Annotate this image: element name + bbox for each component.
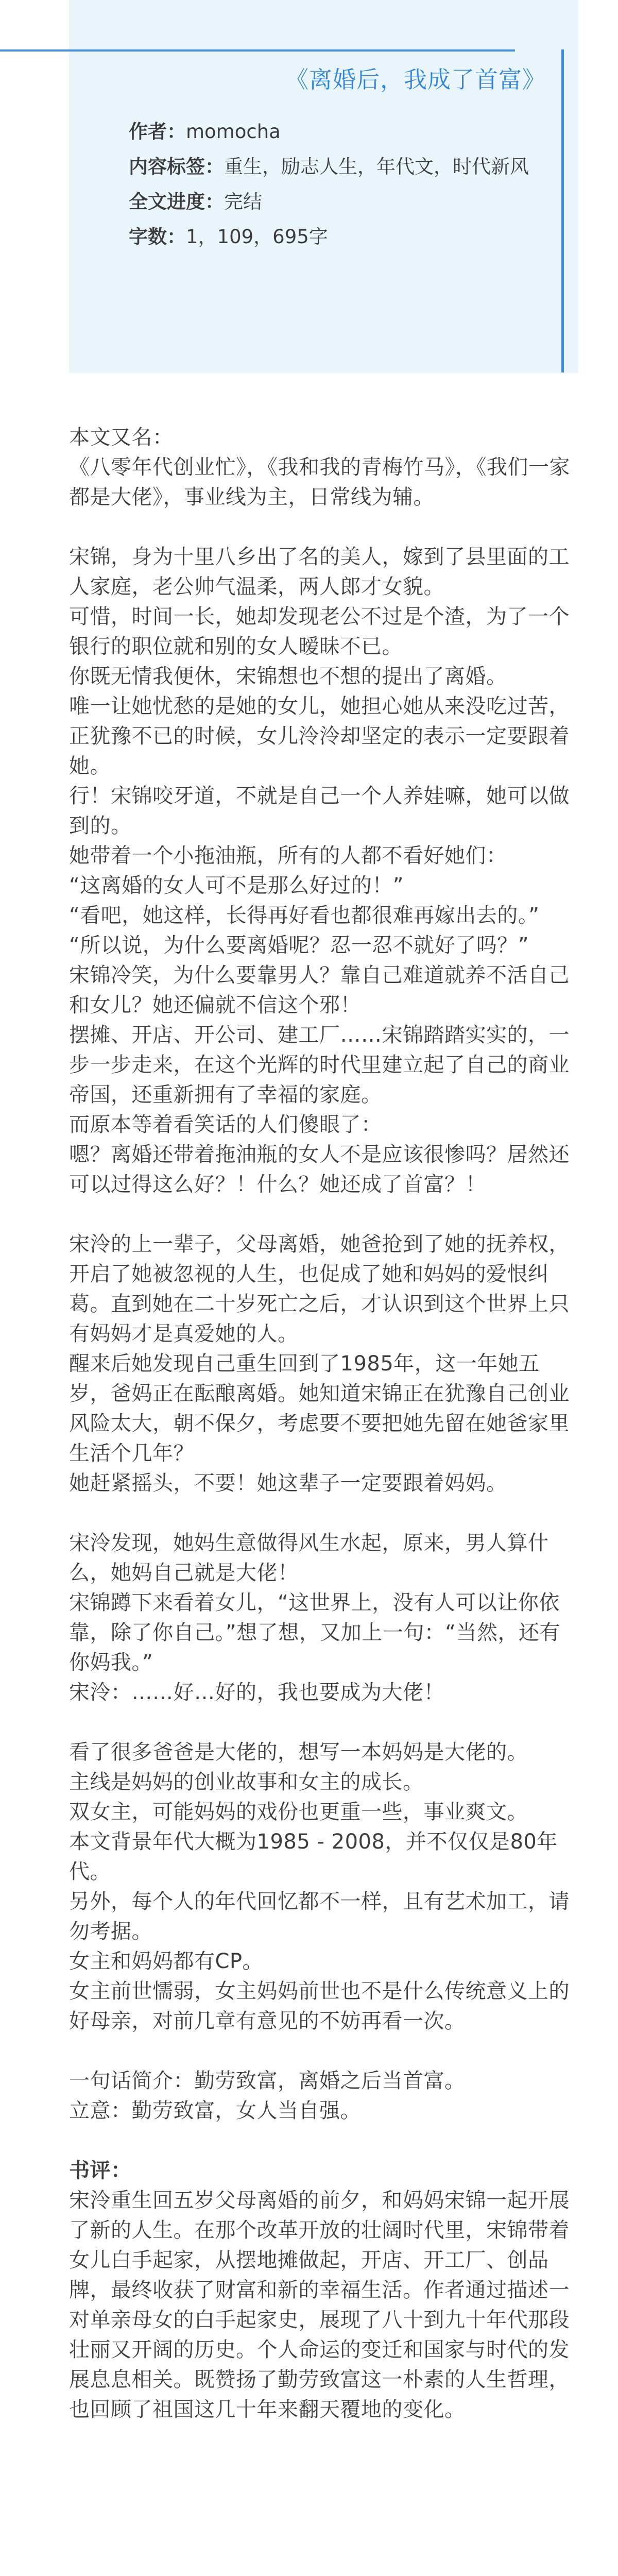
card-decor-line-top — [0, 49, 515, 52]
paragraph: 女主和妈妈都有CP。 — [69, 1950, 264, 1973]
paragraph: 另外，每个人的年代回忆都不一样，且有艺术加工，请勿考据。 — [69, 1890, 570, 1943]
paragraph: 她赶紧摇头，不要！她这辈子一定要跟着妈妈。 — [69, 1471, 507, 1495]
paragraph: 摆摊、开店、开公司、建工厂……宋锦踏踏实实的，一步一步走来，在这个光辉的时代里建立起了自己的商业帝国，还重新拥有了幸福的家庭。 — [69, 1023, 570, 1107]
book-meta — [129, 114, 561, 255]
meta-value: momocha — [186, 121, 281, 143]
paragraph: “看吧，她这样，长得再好看也都很难再嫁出去的。” — [69, 904, 540, 927]
paragraph: 双女主，可能妈妈的戏份也更重一些，事业爽文。 — [69, 1800, 528, 1824]
meta-row-author — [129, 114, 561, 149]
paragraph: “这离婚的女人可不是那么好过的！” — [69, 874, 404, 897]
paragraph: “所以说，为什么要离婚呢？忍一忍不就好了吗？” — [69, 934, 529, 957]
paragraph: 宋泠：……好…好的，我也要成为大佬！ — [69, 1681, 444, 1704]
meta-row-wordcount — [129, 219, 561, 255]
paragraph: 主线是妈妈的创业故事和女主的成长。 — [69, 1770, 424, 1794]
paragraph: 可惜，时间一长，她却发现老公不过是个渣，为了一个银行的职位就和别的女人暧昧不已。 — [69, 605, 570, 658]
meta-value: 完结 — [224, 191, 262, 213]
paragraph: 立意：勤劳致富，女人当自强。 — [69, 2099, 361, 2123]
paragraph: 唯一让她忧愁的是她的女儿，她担心她从来没吃过苦，正犹豫不已的时候，女儿泠泠却坚定的表示一定要跟着她。 — [69, 694, 570, 778]
article-body — [69, 422, 572, 2425]
paragraph: 宋锦，身为十里八乡出了名的美人，嫁到了县里面的工人家庭，老公帅气温柔，两人郎才女貌。 — [69, 545, 570, 599]
meta-value: 1，109，695字 — [186, 226, 328, 248]
paragraph: 一句话简介：勤劳致富，离婚之后当首富。 — [69, 2069, 466, 2093]
paragraph: 行！宋锦咬牙道，不就是自己一个人养娃嘛，她可以做到的。 — [69, 784, 570, 838]
book-title: 《离婚后，我成了首富》 — [285, 66, 546, 93]
paragraph: 《八零年代创业忙》，《我和我的青梅竹马》，《我们一家都是大佬》，事业线为主，日常线为辅。 — [69, 455, 570, 509]
paragraph: 她带着一个小拖油瓶，所有的人都不看好她们： — [69, 844, 507, 868]
paragraph: 本文背景年代大概为1985 - 2008，并不仅仅是80年代。 — [69, 1830, 558, 1884]
meta-key: 内容标签： — [129, 156, 224, 178]
paragraph: 女主前世懦弱，女主妈妈前世也不是什么传统意义上的好母亲，对前几章有意见的不妨再看一次。 — [69, 1979, 570, 2033]
paragraph: 你既无情我便休，宋锦想也不想的提出了离婚。 — [69, 665, 507, 688]
review-heading: 书评： — [69, 2159, 132, 2182]
paragraph: 宋锦冷笑，为什么要靠男人？靠自己难道就养不活自己和女儿？她还偏就不信这个邪！ — [69, 963, 570, 1017]
paragraph: 宋锦蹲下来看着女儿，“这世界上，没有人可以让你依靠，除了你自己。”想了想，又加上一句：“当然，还有你妈我。” — [69, 1591, 560, 1674]
paragraph: 宋泠的上一辈子，父母离婚，她爸抢到了她的抚养权，开启了她被忽视的人生，也促成了她和妈妈的爱恨纠葛。直到她在二十岁死亡之后，才认识到这个世界上只有妈妈才是真爱她的人。 — [69, 1232, 570, 1346]
paragraph: 嗯？离婚还带着拖油瓶的女人不是应该很惨吗？居然还可以过得这么好？！什么？她还成了首富？！ — [69, 1143, 570, 1196]
meta-row-tags — [129, 149, 561, 184]
paragraph: 看了很多爸爸是大佬的，想写一本妈妈是大佬的。 — [69, 1740, 528, 1764]
meta-key: 作者： — [129, 121, 186, 143]
paragraph: 而原本等着看笑话的人们傻眼了： — [69, 1113, 382, 1137]
paragraph: 本文又名： — [69, 426, 174, 449]
card-decor-line-right — [561, 49, 564, 372]
review-paragraph: 宋泠重生回五岁父母离婚的前夕，和妈妈宋锦一起开展了新的人生。在那个改革开放的壮阔时代里，宋锦带着女儿白手起家，从摆地摊做起，开店、开工厂、创品牌，最终收获了财富和新的幸福生活。作者通过描述一对单亲母女的白手起家史，展现了八十到九十年代那段壮丽又开阔的历史。个人命运的变迁和国家与时代的发展息息相关。既赞扬了勤劳致富这一朴素的人生哲理，也回顾了祖国这几十年来翻天覆地的变化。 — [69, 2189, 570, 2421]
meta-value: 重生，励志人生，年代文，时代新风 — [224, 156, 529, 178]
meta-row-progress — [129, 184, 561, 219]
meta-key: 全文进度： — [129, 191, 224, 213]
meta-key: 字数： — [129, 226, 186, 248]
paragraph: 醒来后她发现自己重生回到了1985年，这一年她五岁，爸妈正在酝酿离婚。她知道宋锦正在犹豫自己创业风险太大，朝不保夕，考虑要不要把她先留在她爸家里生活个几年？ — [69, 1352, 570, 1465]
paragraph: 宋泠发现，她妈生意做得风生水起，原来，男人算什么，她妈自己就是大佬！ — [69, 1531, 549, 1585]
